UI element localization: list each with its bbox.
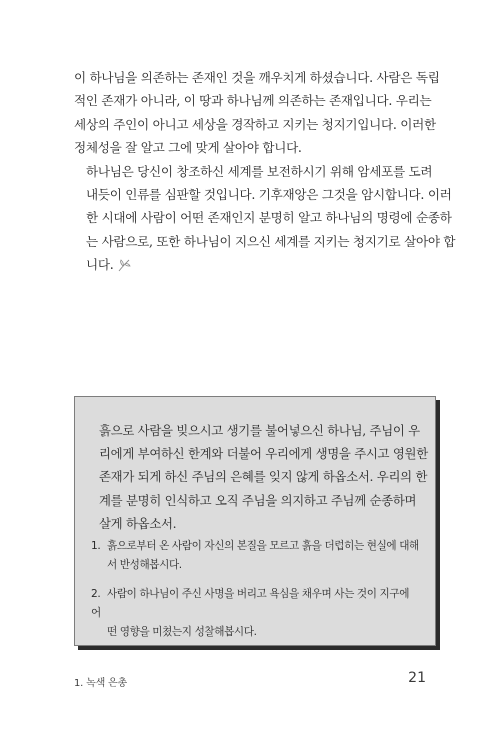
question-text: 흙으로부터 온 사람이 자신의 본질을 모르고 흙을 더럽히는 현실에 대해 [107, 540, 419, 552]
page-number: 21 [408, 670, 426, 686]
paragraph-line: 니다. [86, 257, 114, 273]
paragraph-line: 적인 존재가 아니라, 이 땅과 하나님께 의존하는 존재입니다. 우리는 [74, 93, 432, 109]
question-text: 사람이 하나님이 주신 사명을 버리고 욕심을 채우며 사는 것이 지구에 어 [91, 588, 410, 619]
question-text-continued: 떤 영향을 미쳤는지 성찰해봅시다. [107, 626, 257, 638]
prayer-line: 흙으로 사람을 빚으시고 생기를 불어넣으신 하나님, 주님이 우 [99, 423, 420, 438]
prayer-line: 계를 분명히 인식하고 오직 주님을 의지하고 주님께 순종하며 [99, 492, 417, 508]
paragraph-line: 는 사람으로, 또한 하나님이 지으신 세계를 지키는 청지기로 살아야 합 [86, 233, 456, 249]
reflection-question-1 [91, 537, 421, 575]
prayer-line: 살게 하옵소서. [99, 515, 177, 531]
paragraph-2 [74, 160, 456, 277]
reflection-question-2 [91, 585, 421, 642]
paragraph-line: 내듯이 인류를 심판할 것입니다. 기후재앙은 그것을 암시합니다. 이러 [86, 187, 452, 203]
body-text [74, 66, 456, 277]
paragraph-line: 세상의 주인이 아니고 세상을 경작하고 지키는 청지기입니다. 이러한 [74, 116, 436, 132]
prayer-line: 리에게 부여하신 한계와 더불어 우리에게 생명을 주시고 영원한 [99, 446, 428, 462]
prayer-box [74, 396, 436, 646]
paragraph-line: 정체성을 잘 알고 그에 맞게 살아야 합니다. [74, 140, 302, 156]
paragraph-1 [74, 66, 440, 160]
question-number: 1. [91, 540, 101, 552]
prayer-line: 존재가 되게 하신 주님의 은혜를 잊지 않게 하옵소서. 우리의 한 [99, 469, 428, 485]
paragraph-last-line [74, 253, 430, 276]
paragraph-line: 이 하나님을 의존하는 존재인 것을 깨우치게 하셨습니다. 사람은 독립 [74, 70, 440, 85]
paragraph-line: 하나님은 당신이 창조하신 세계를 보전하시기 위해 암세포를 도려 [86, 163, 433, 179]
question-text-continued: 서 반성해봅시다. [107, 559, 182, 571]
leaf-sprig-icon [117, 258, 131, 272]
question-number: 2. [91, 588, 101, 600]
chapter-title: 1. 녹색 은총 [74, 678, 127, 689]
paragraph-line: 한 시대에 사람이 어떤 존재인지 분명히 알고 하나님의 명령에 순종하 [86, 210, 452, 226]
prayer-text [87, 419, 428, 535]
